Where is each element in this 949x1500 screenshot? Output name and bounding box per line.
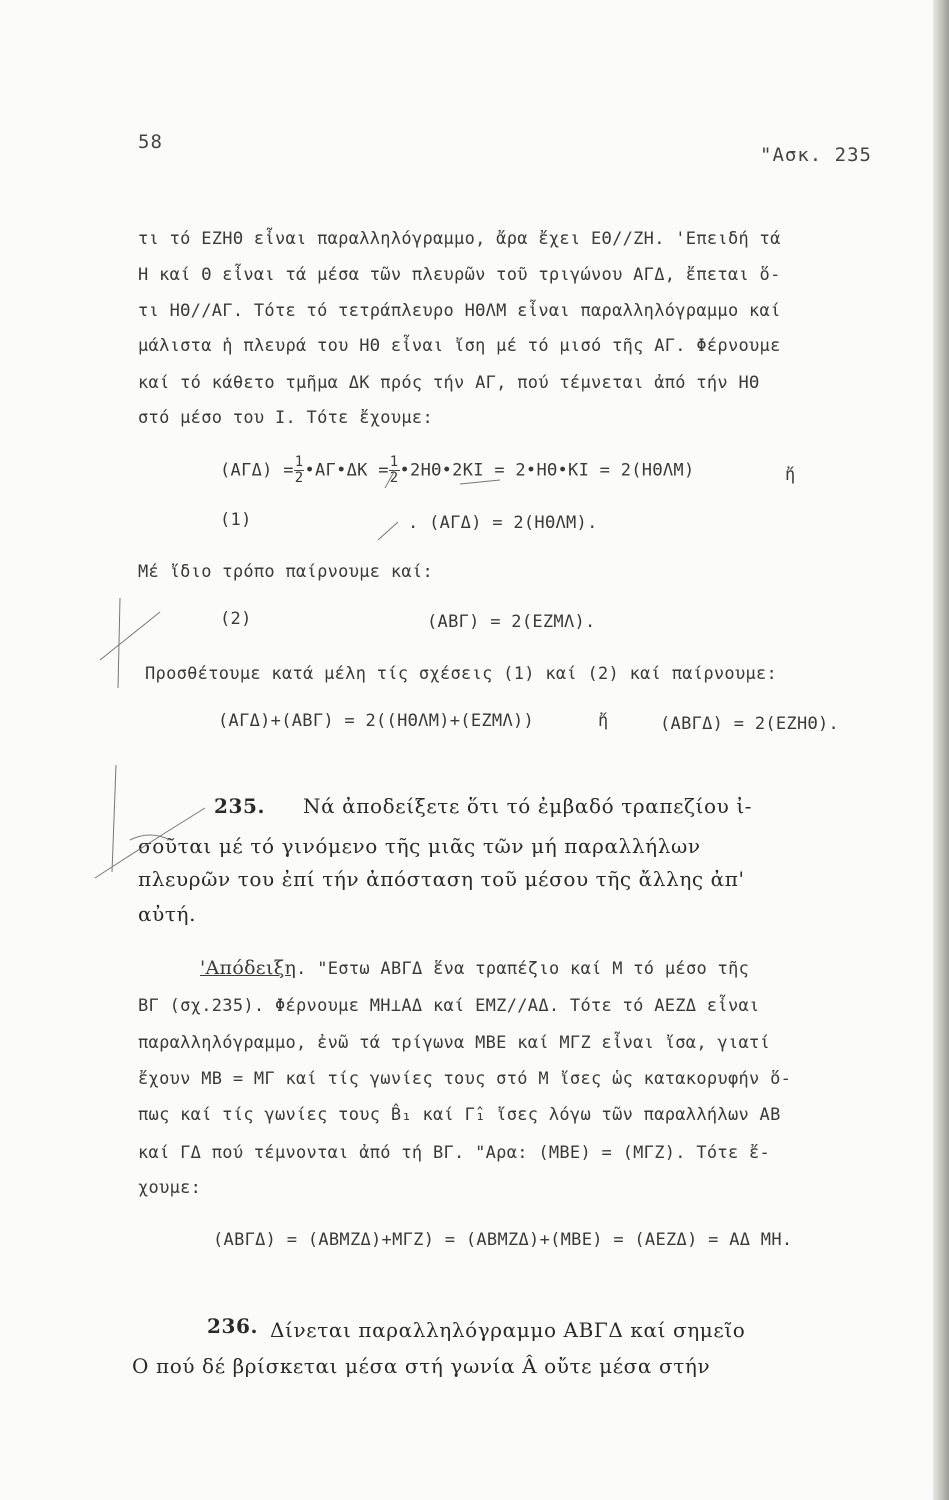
text-line: Η καί Θ εἶναι τά μέσα τῶν πλευρῶν τοῦ τριγώνου ΑΓΔ, ἔπεται ὅ- — [138, 265, 781, 285]
text-line: καί τό κάθετο τμῆμα ΔΚ πρός τήν ΑΓ, πού τέμνεται ἀπό τήν ΗΘ — [138, 373, 760, 393]
fraction-half: $\frac{1}{2}$ — [389, 454, 399, 486]
equation-trapezoid: (ΑΒΓΔ) = (ΑΒΜΖΔ)+ΜΓΖ) = (ΑΒΜΖΔ)+(ΜΒΕ) = (ΑΕΖΔ) = ΑΔ ΜΗ. — [213, 1230, 793, 1250]
exercise-statement-line: αὐτή. — [138, 902, 197, 926]
proof-label: 'Απόδειξη — [200, 957, 297, 979]
text-line: ἔχουν ΜΒ = ΜΓ καί τίς γωνίες τους στό Μ ἴσες ὡς κατακορυφήν ὅ- — [138, 1069, 792, 1089]
text-line: στό μέσο του Ι. Τότε ἔχουμε: — [138, 408, 433, 428]
exercise-statement-line: Νά ἀποδείξετε ὅτι τό ἐμβαδό τραπεζίου ἰ- — [303, 794, 753, 818]
text-line: τι τό ΕΖΗΘ εἶναι παραλληλόγραμμο, ἄρα ἔχει ΕΘ//ΖΗ. 'Επειδή τά — [138, 229, 781, 249]
equation-sum: (ΑΓΔ)+(ΑΒΓ) = 2((ΗΘΛΜ)+(ΕΖΜΛ)) — [218, 711, 535, 731]
equation-result: (ΑΒΓΔ) = 2(ΕΖΗΘ). — [660, 714, 840, 734]
text-line: πως καί τίς γωνίες τους B̂₁ καί Γ̂₁ ἴσες λόγω τῶν παραλλήλων ΑΒ — [138, 1105, 781, 1125]
book-spine-edge — [933, 0, 949, 1500]
proof-line: 'Απόδειξη. "Εστω ΑΒΓΔ ἕνα τραπέζιο καί Μ τό μέσο τῆς — [200, 957, 750, 979]
text-line: τι ΗΘ//ΑΓ. Τότε τό τετράπλευρο ΗΘΛΜ εἶναι παραλληλόγραμμο καί — [138, 301, 781, 321]
exercise-statement-line: Ο πού δέ βρίσκεται μέσα στή γωνία Â οὔτε μέσα στήν — [132, 1354, 711, 1378]
text-line: παραλληλόγραμμο, ἐνῶ τά τρίγωνα ΜΒΕ καί ΜΓΖ εἶναι ἴσα, γιατί — [138, 1033, 771, 1053]
page-number: 58 — [138, 131, 163, 153]
text-line: χουμε: — [138, 1178, 202, 1198]
text-line: μάλιστα ἡ πλευρά του ΗΘ εἶναι ἴση μέ τό μισό τῆς ΑΓ. Φέρνουμε — [138, 336, 781, 356]
exercise-statement-line: σοῦται μέ τό γινόμενο τῆς μιᾶς τῶν μή παραλλήλων — [138, 834, 701, 858]
text-line: Προσθέτουμε κατά μέλη τίς σχέσεις (1) καί (2) καί παίρνουμε: — [145, 664, 778, 684]
eq-part: •2ΗΘ•2ΚΙ = 2•ΗΘ•ΚΙ = 2(ΗΘΛΜ) — [399, 460, 695, 481]
text-line: καί ΓΔ πού τέμνονται ἀπό τή ΒΓ. "Αρα: (ΜΒΕ) = (ΜΓΖ). Τότε ἔ- — [138, 1143, 771, 1163]
equation-area-2: (ΑΒΓ) = 2(ΕΖΜΛ). — [427, 612, 596, 632]
equation-label: (2) — [220, 609, 252, 629]
exercise-number: 235. — [214, 794, 266, 818]
eq-part: (ΑΓΔ) = — [220, 460, 294, 481]
running-header: "Ασκ. 235 — [760, 144, 872, 166]
fraction-half: $\frac{1}{2}$ — [294, 454, 304, 486]
eq-part: •ΑΓ•ΔΚ = — [304, 460, 389, 481]
text-line: Μέ ἴδιο τρόπο παίρνουμε καί: — [138, 562, 433, 582]
equation-label: (1) — [220, 510, 252, 530]
or-word: ἤ — [785, 465, 796, 485]
exercise-number: 236. — [207, 1314, 259, 1338]
equation-area-1 — [220, 455, 694, 486]
or-word: ἤ — [598, 711, 609, 731]
exercise-statement-line: Δίνεται παραλληλόγραμμο ΑΒΓΔ καί σημεῖο — [270, 1318, 746, 1342]
text-line: ΒΓ (σχ.235). Φέρνουμε ΜΗ⊥ΑΔ καί ΕΜΖ//ΑΔ. Τότε τό ΑΕΖΔ εἶναι — [138, 996, 760, 1016]
equation-area-1-result: . (ΑΓΔ) = 2(ΗΘΛΜ). — [408, 513, 598, 533]
exercise-statement-line: πλευρῶν του ἐπί τήν ἀπόσταση τοῦ μέσου τῆς ἄλλης ἀπ' — [138, 867, 745, 891]
